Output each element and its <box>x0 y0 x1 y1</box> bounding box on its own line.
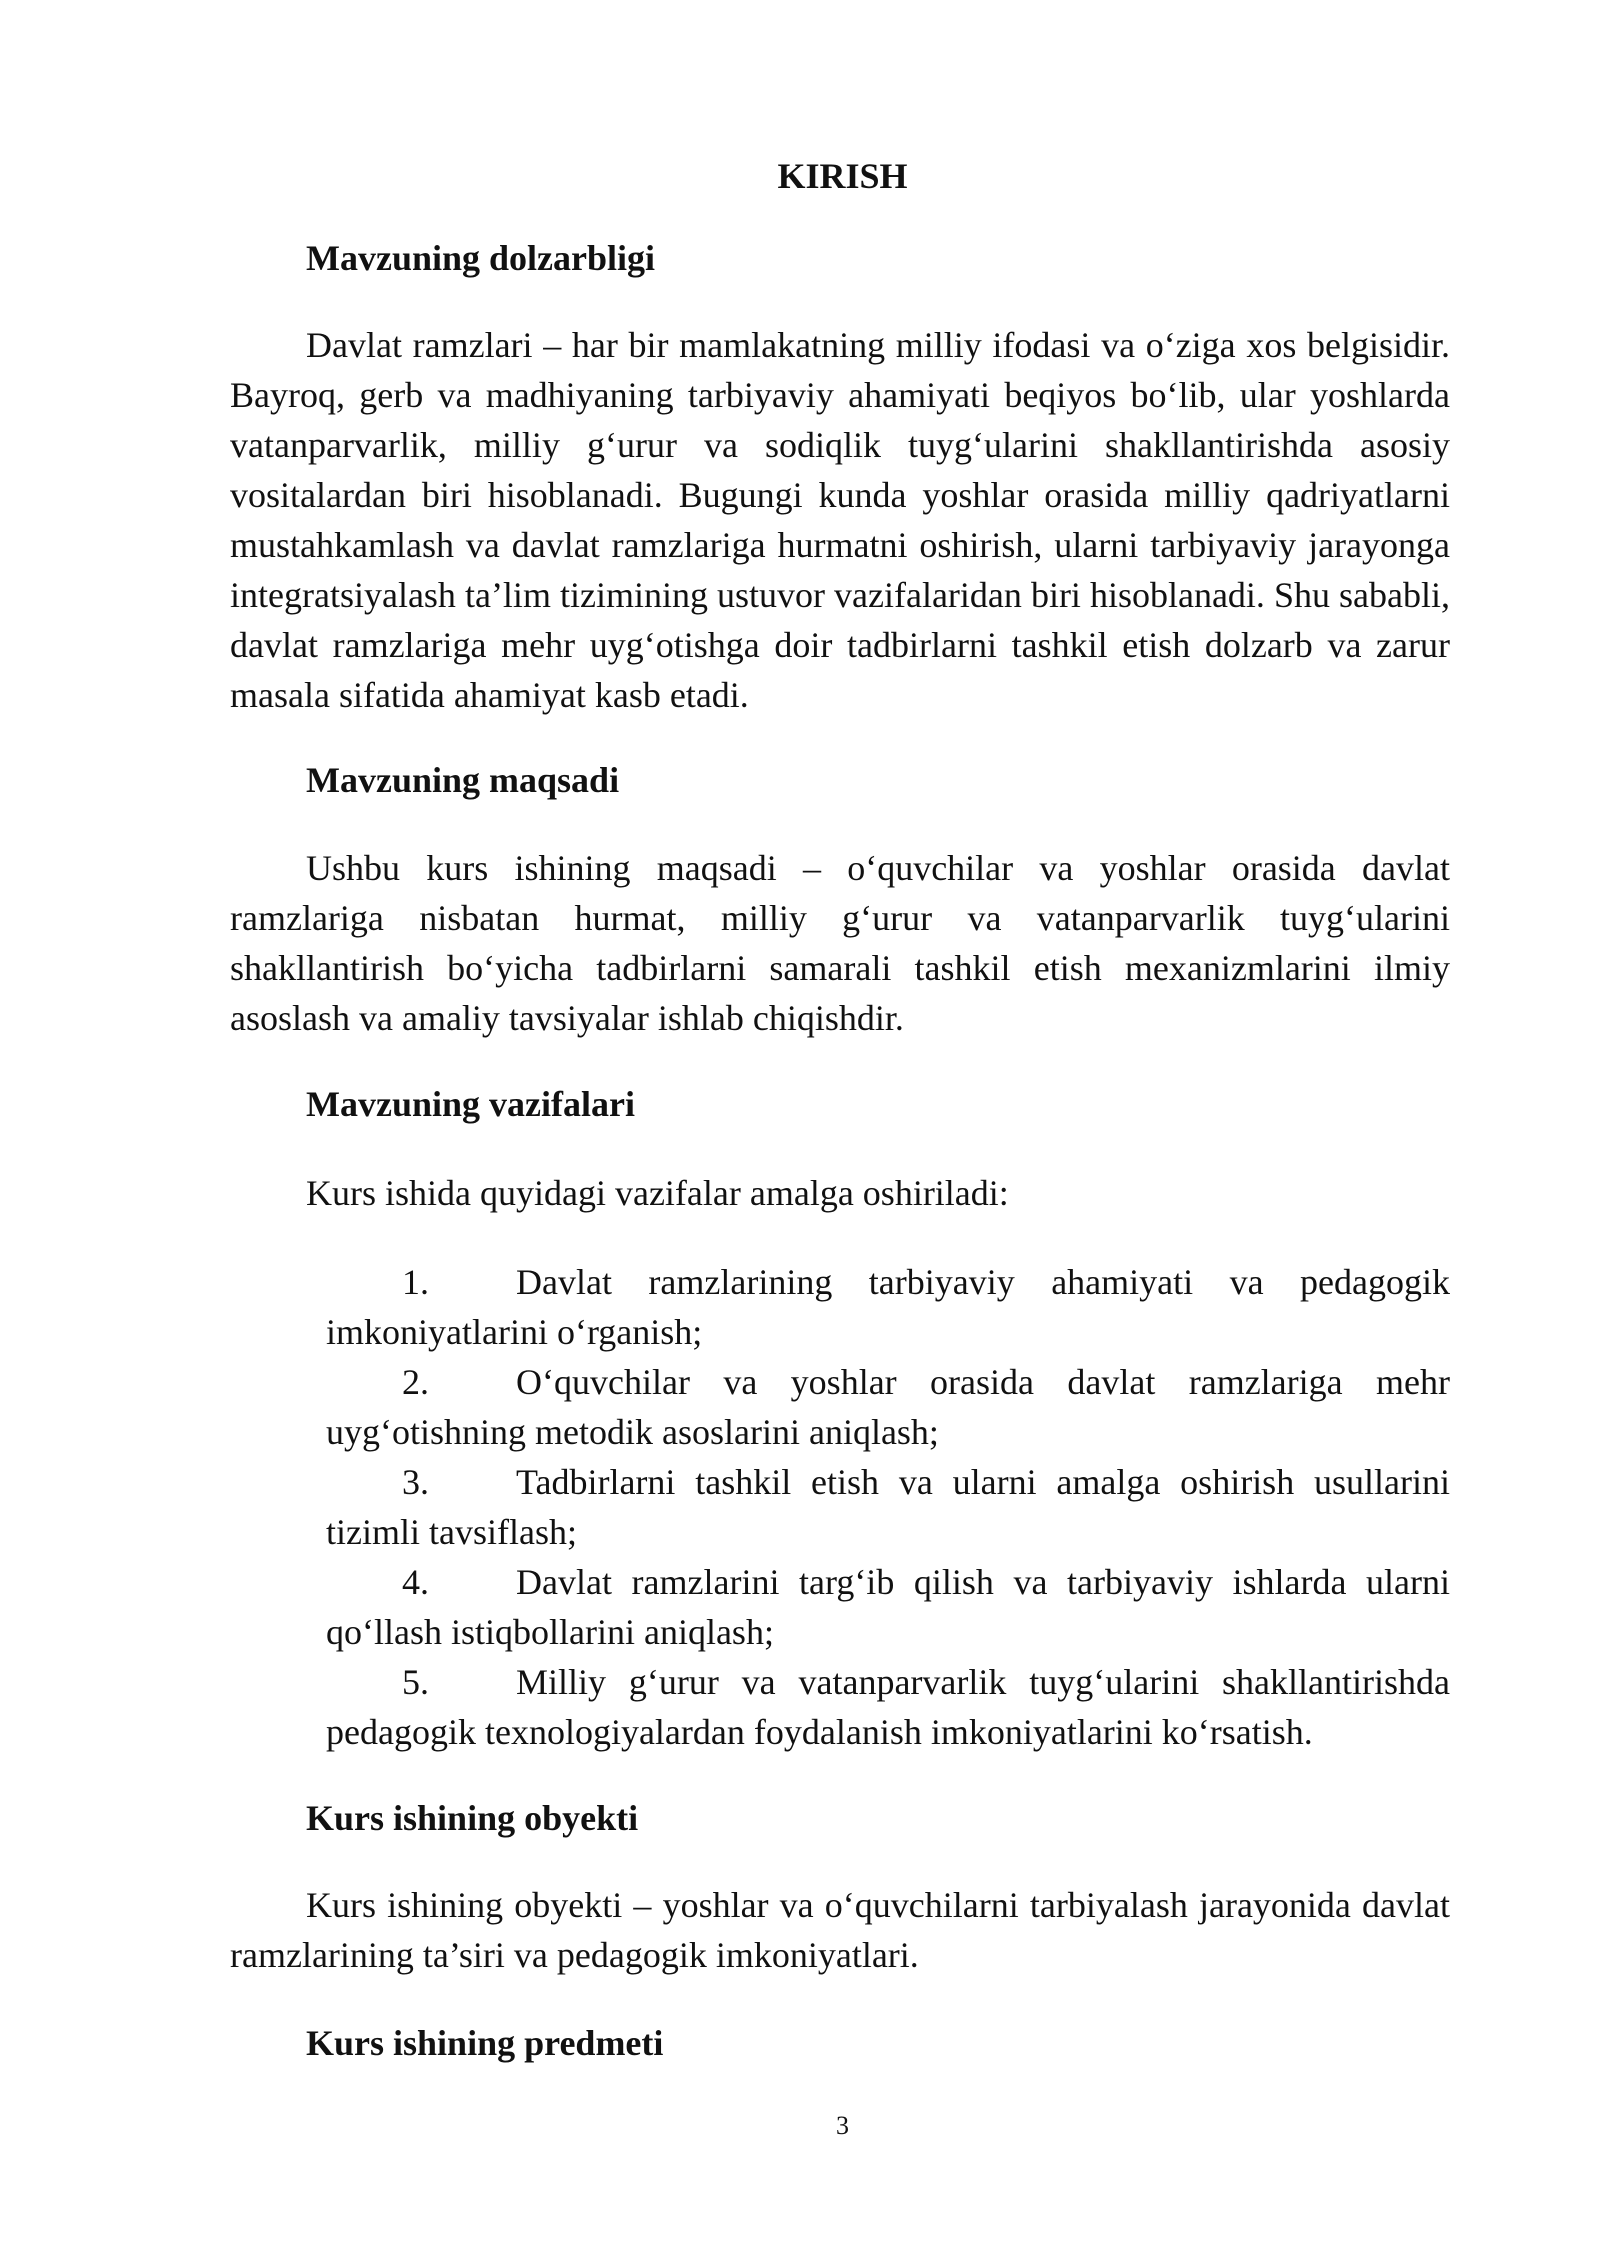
page-title: KIRISH <box>777 156 908 196</box>
list-item-text: Tadbirlarni tashkil etish va ularni amalga oshirish usullarini tizimli tavsiflash; <box>326 1462 1450 1552</box>
list-item-number: 3. <box>402 1462 429 1502</box>
section-heading-maqsadi <box>230 755 1450 805</box>
list-item-text: Davlat ramzlarini targ‘ib qilish va tarbiyaviy ishlarda ularni qo‘llash istiqbollarini aniqlash; <box>326 1562 1450 1652</box>
list-item-number: 2. <box>402 1362 429 1402</box>
list-item-text: O‘quvchilar va yoshlar orasida davlat ramzlariga mehr uyg‘otishning metodik asoslarini aniqlash; <box>326 1362 1450 1452</box>
section-heading-dolzarbligi <box>230 233 1450 283</box>
list-item-text: Milliy g‘urur va vatanparvarlik tuyg‘ularini shakllantirishda pedagogik texnologiyalardan foydalanish imkoniyatlarini ko‘rsatish. <box>326 1662 1450 1752</box>
list-item-number: 4. <box>402 1562 429 1602</box>
section-heading-text: Mavzuning maqsadi <box>306 760 620 800</box>
list-item <box>326 1557 1450 1657</box>
list-item-number: 5. <box>402 1662 429 1702</box>
section-heading-obyekti <box>230 1793 1450 1843</box>
section-heading-text: Kurs ishining predmeti <box>306 2023 664 2063</box>
section-paragraph-dolzarbligi <box>230 320 1450 720</box>
section-heading-text: Mavzuning vazifalari <box>306 1084 635 1124</box>
paragraph-text: Kurs ishida quyidagi vazifalar amalga oshiriladi: <box>306 1173 1009 1213</box>
section-intro-vazifalari <box>230 1168 1450 1218</box>
section-heading-text: Mavzuning dolzarbligi <box>306 238 656 278</box>
list-item-number: 1. <box>402 1262 429 1302</box>
list-item <box>326 1357 1450 1457</box>
section-paragraph-obyekti <box>230 1880 1450 1980</box>
paragraph-text: Davlat ramzlari – har bir mamlakatning milliy ifodasi va o‘ziga xos belgisidir. Bayroq, gerb va madhiyaning tarbiyaviy ahamiyati beqiyos bo‘lib, ular yoshlarda vatanparvarlik, milliy g‘urur va sodiqlik tuyg‘ularini shakllantirishda asosiy vositalardan biri hisoblanadi. Bugungi kunda yoshlar orasida milliy qadriyatlarni mustahkamlash va davlat ramzlariga hurmatni oshirish, ularni tarbiyaviy jarayonga integratsiyalash ta’lim tizimining ustuvor vazifalaridan biri hisoblanadi. Shu sababli, davlat ramzlariga mehr uyg‘otishga doir tadbirlarni tashkil etish dolzarb va zarur masala sifatida ahamiyat kasb etadi. <box>230 325 1450 715</box>
list-item <box>326 1457 1450 1557</box>
list-item <box>326 1657 1450 1757</box>
section-paragraph-maqsadi <box>230 843 1450 1043</box>
task-list <box>326 1257 1450 1757</box>
section-heading-vazifalari <box>230 1079 1450 1129</box>
section-heading-text: Kurs ishining obyekti <box>306 1798 639 1838</box>
section-heading-predmeti <box>230 2018 1450 2068</box>
list-item <box>326 1257 1450 1357</box>
page-number: 3 <box>836 2111 849 2140</box>
paragraph-text: Kurs ishining obyekti – yoshlar va o‘quvchilarni tarbiyalash jarayonida davlat ramzlarining ta’siri va pedagogik imkoniyatlari. <box>230 1885 1450 1975</box>
list-item-text: Davlat ramzlarining tarbiyaviy ahamiyati va pedagogik imkoniyatlarini o‘rganish; <box>326 1262 1450 1352</box>
paragraph-text: Ushbu kurs ishining maqsadi – o‘quvchilar va yoshlar orasida davlat ramzlariga nisbatan hurmat, milliy g‘urur va vatanparvarlik tuyg‘ularini shakllantirish bo‘yicha tadbirlarni samarali tashkil etish mexanizmlarini ilmiy asoslash va amaliy tavsiyalar ishlab chiqishdir. <box>230 848 1450 1038</box>
